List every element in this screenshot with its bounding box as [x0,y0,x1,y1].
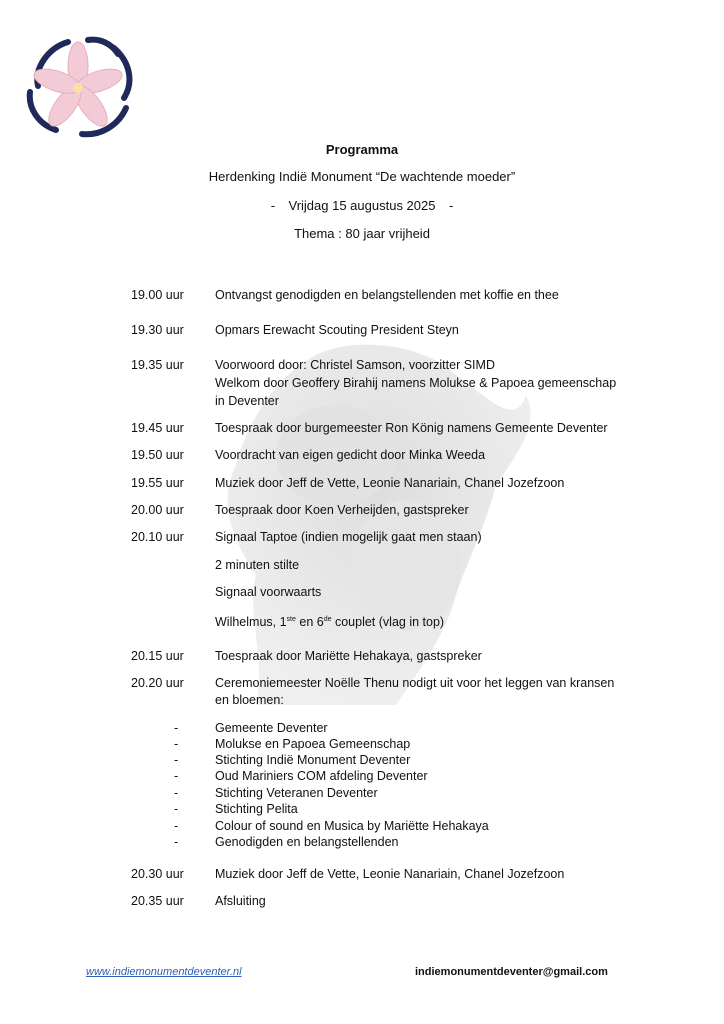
program-time: 20.00 uur [131,503,184,517]
event-date-line [0,198,724,213]
program-desc: Signaal voorwaarts [215,585,322,599]
date-dash-left: - [270,198,276,213]
event-subtitle: Herdenking Indië Monument “De wachtende moeder” [208,169,516,184]
program-desc: Ceremoniemeester Noëlle Thenu nodigt uit voor het leggen van kransen [215,676,615,690]
contact-email[interactable]: indiemonumentdeventer@gmail.com [415,966,608,978]
program-desc: 2 minuten stilte [215,558,300,572]
program-desc: Toespraak door Koen Verheijden, gastspreker [215,503,469,517]
flower-logo [22,34,138,140]
event-theme: Thema : 80 jaar vrijheid [294,226,430,241]
program-desc: in Deventer [215,394,279,408]
program-time: 20.20 uur [131,676,184,690]
program-time: 19.45 uur [131,421,184,435]
event-date: Vrijdag 15 augustus 2025 [288,198,436,213]
program-desc: en bloemen: [215,693,284,707]
website-link[interactable]: www.indiemonumentdeventer.nl [86,966,242,978]
program-desc: Welkom door Geoffery Birahij namens Molukse & Papoea gemeenschap [215,376,617,390]
program-time: 19.50 uur [131,448,184,462]
program-desc: Opmars Erewacht Scouting President Steyn [215,323,459,337]
program-desc: Toespraak door burgemeester Ron König namens Gemeente Deventer [215,421,608,435]
program-desc: Toespraak door Mariëtte Hehakaya, gastspreker [215,649,482,663]
program-desc: Voordracht van eigen gedicht door Minka Weeda [215,448,486,462]
wilhelmus-line: Wilhelmus, 1ste en 6de couplet (vlag in top) [215,615,445,629]
program-desc: Muziek door Jeff de Vette, Leonie Nanariain, Chanel Jozefzoon [215,867,565,881]
program-time: 19.55 uur [131,476,184,490]
program-time: 19.00 uur [131,288,184,302]
program-time: 20.10 uur [131,530,184,544]
program-desc: Afsluiting [215,894,266,908]
program-desc: Signaal Taptoe (indien mogelijk gaat men staan) [215,530,482,544]
page-title: Programma [325,142,399,157]
program-time: 20.30 uur [131,867,184,881]
program-desc: Ontvangst genodigden en belangstellenden met koffie en thee [215,288,559,302]
date-dash-right: - [448,198,454,213]
program-desc: Muziek door Jeff de Vette, Leonie Nanariain, Chanel Jozefzoon [215,476,565,490]
program-time: 19.30 uur [131,323,184,337]
program-desc: Voorwoord door: Christel Samson, voorzitter SIMD [215,358,495,372]
program-time: 20.35 uur [131,894,184,908]
program-time: 19.35 uur [131,358,184,372]
program-time: 20.15 uur [131,649,184,663]
